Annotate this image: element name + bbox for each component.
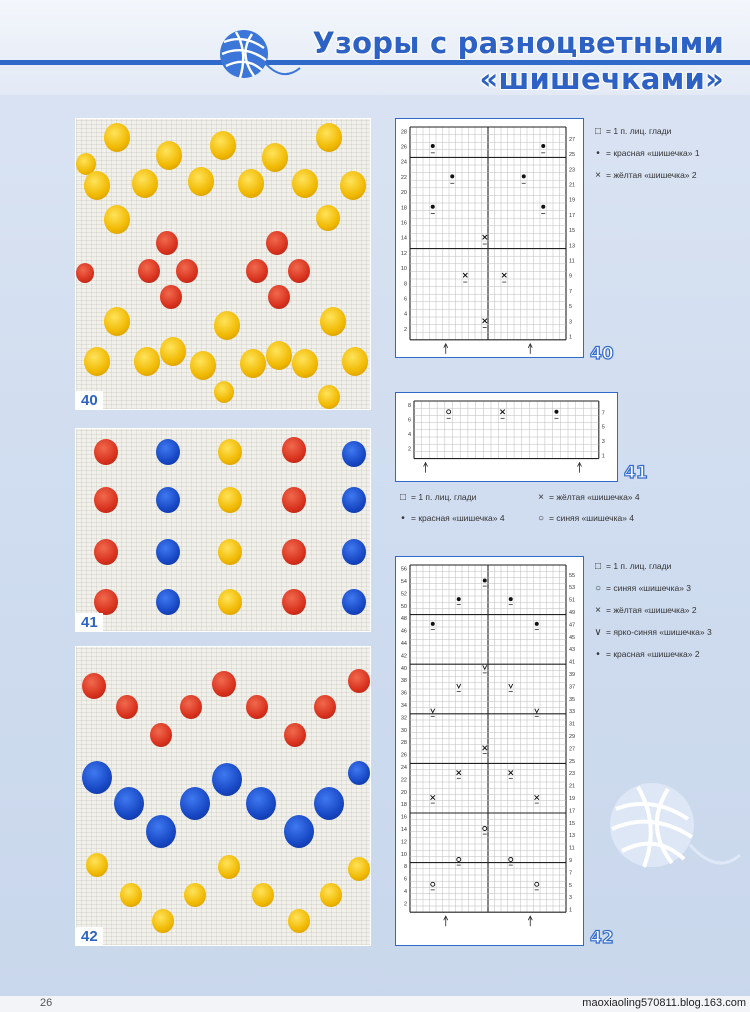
legend-item: × = жёлтая «шишечка» 4 [538,491,640,503]
row-number-left: 12 [400,250,407,257]
chart-stitch-symbol [483,746,487,750]
chart-stitch-symbol [457,858,461,862]
bobble-stitch [152,909,174,933]
chart-stitch-symbol [431,795,435,799]
bobble-stitch [252,883,274,907]
chart-label-40: 40 [590,344,614,364]
row-number-left: 54 [400,579,407,585]
row-number-left: 24 [400,159,407,166]
chart-stitch-symbol [457,684,461,688]
bobble-stitch [188,167,214,196]
chart-stitch-symbol [483,827,487,831]
legend-item: ○ = синяя «шишечка» 4 [537,512,635,524]
chart-stitch-symbol [431,882,435,886]
bobble-stitch [246,259,268,283]
bobble-stitch [266,231,288,255]
row-number-right: 7 [601,410,605,417]
bobble-stitch [288,259,310,283]
bobble-stitch [104,123,130,152]
row-number-right: 43 [569,647,576,654]
row-number-right: 7 [569,288,573,295]
row-number-right: 29 [569,734,576,740]
row-number-right: 17 [569,808,576,815]
row-number-right: 55 [569,572,576,579]
chart-stitch-symbol [535,622,539,626]
row-number-right: 47 [569,622,576,629]
row-number-left: 52 [400,591,407,598]
row-number-left: 56 [400,566,407,573]
chart-stitch-symbol [509,684,513,688]
bobble-stitch [176,259,198,283]
row-number-left: 18 [400,802,407,809]
row-number-left: 16 [400,814,407,821]
bobble-stitch [292,349,318,378]
bobble-stitch [180,787,210,820]
row-number-right: 1 [569,907,573,914]
photo-pattern-40 [75,118,371,410]
row-number-right: 3 [601,439,605,446]
row-number-left: 22 [400,777,407,784]
row-number-left: 24 [400,765,407,771]
row-number-left: 40 [400,665,407,672]
row-number-right: 17 [569,212,576,219]
legend-item: □ = 1 п. лиц. глади [594,125,672,137]
bobble-stitch [104,205,130,234]
bobble-stitch [348,669,370,693]
bobble-stitch [262,143,288,172]
chart-label-41: 41 [624,463,648,483]
photo-pattern-41 [75,428,371,632]
bobble-stitch [348,761,370,785]
row-number-left: 50 [400,603,407,610]
chart-stitch-symbol [457,771,461,775]
row-number-left: 8 [403,864,407,871]
legend-42 [590,555,712,665]
bobble-stitch [180,695,202,719]
bobble-stitch [146,815,176,848]
row-number-right: 5 [569,304,573,311]
chart-stitch-symbol [509,597,513,601]
bobble-stitch [320,307,346,336]
chart-stitch-symbol [431,205,435,209]
row-number-left: 34 [400,703,407,709]
bobble-stitch [316,123,342,152]
chart-stitch-symbol [463,273,467,277]
row-number-left: 28 [400,740,407,747]
legend-item: ∨ = ярко-синяя «шишечка» 3 [594,626,712,638]
row-number-left: 38 [400,678,407,685]
row-number-left: 18 [400,205,407,212]
bobble-stitch [348,857,370,881]
photo-label-41: 41 [76,613,103,631]
yarn-ball-watermark-icon [592,775,742,885]
row-number-left: 20 [400,190,407,197]
row-number-right: 3 [569,895,573,902]
bobble-stitch [156,141,182,170]
chart-stitch-symbol [541,144,545,148]
bobble-stitch [190,351,216,380]
row-number-right: 23 [569,167,576,174]
row-number-right: 51 [569,597,576,604]
chart-stitch-symbol [457,597,461,601]
row-number-left: 16 [400,220,407,227]
bobble-stitch [114,787,144,820]
bobble-stitch [84,347,110,376]
row-number-right: 41 [569,659,576,666]
row-number-right: 15 [569,820,576,827]
row-number-right: 31 [569,721,576,728]
row-number-right: 1 [601,453,605,460]
row-number-right: 9 [569,858,573,864]
photo-pattern-42 [75,646,371,946]
chart-label-42: 42 [590,928,614,948]
row-number-left: 32 [400,715,407,722]
legend-item: • = красная «шишечка» 1 [596,147,700,159]
bobble-stitch [340,171,366,200]
row-number-right: 39 [569,672,576,678]
row-number-right: 11 [569,845,575,852]
page-title-line1: Узоры с разноцветными [312,26,724,60]
legend-item: • = красная «шишечка» 4 [401,512,505,524]
row-number-left: 46 [400,628,407,635]
row-number-left: 10 [400,266,407,273]
bobble-stitch [218,855,240,879]
row-number-left: 20 [400,789,407,796]
bobble-stitch [246,695,268,719]
bobble-stitch [284,815,314,848]
row-number-left: 4 [403,889,407,895]
row-number-left: 14 [400,827,407,833]
bobble-stitch [138,259,160,283]
row-number-right: 7 [569,870,573,877]
legend-item: × = жёлтая «шишечка» 2 [595,604,697,616]
bobble-stitch [240,349,266,378]
row-number-right: 13 [569,243,576,250]
row-number-left: 6 [403,296,407,303]
bobble-stitch [238,169,264,198]
row-number-left: 4 [403,311,407,318]
chart-stitch-symbol [535,882,539,886]
bobble-stitch [284,723,306,747]
page-number: 26 [40,997,53,1009]
yarn-ball-icon [208,24,303,86]
chart-stitch-symbol [509,858,513,862]
row-number-right: 3 [569,319,573,326]
row-number-right: 35 [569,696,576,703]
row-number-right: 11 [569,258,575,265]
bobble-stitch [288,909,310,933]
bobble-stitch [150,723,172,747]
row-number-left: 48 [400,616,407,623]
row-number-right: 15 [569,228,576,235]
chart-stitch-symbol [483,665,487,669]
row-number-right: 13 [569,833,576,840]
row-number-left: 12 [400,839,407,846]
chart-stitch-symbol [483,319,487,323]
bobble-stitch [246,787,276,820]
knitting-chart-42 [395,556,584,946]
row-number-right: 27 [569,136,576,143]
bobble-stitch [82,761,112,794]
bobble-stitch [134,347,160,376]
row-number-left: 2 [403,326,407,333]
row-number-right: 19 [569,796,576,802]
legend-item: □ = 1 п. лиц. глади [399,491,477,503]
watermark-text: maoxiaoling570811.blog.163.com [582,997,746,1009]
photo-label-42: 42 [76,927,103,945]
row-number-right: 1 [569,334,573,341]
row-number-left: 30 [400,727,407,734]
row-number-right: 9 [569,273,573,280]
bobble-stitch [314,787,344,820]
bobble-stitch [266,341,292,370]
bobble-stitch [214,381,234,403]
row-number-left: 28 [400,129,407,136]
bobble-stitch [132,169,158,198]
row-number-right: 23 [569,771,576,778]
chart-stitch-symbol [500,410,504,414]
chart-stitch-symbol [431,144,435,148]
row-number-left: 4 [407,431,411,438]
bobble-stitch [320,883,342,907]
chart-stitch-symbol [522,174,526,178]
chart-stitch-symbol [535,709,539,713]
bobble-stitch [104,307,130,336]
chart-stitch-symbol [483,579,487,583]
bobble-stitch [212,763,242,796]
row-number-right: 27 [569,746,576,753]
bobble-stitch [184,883,206,907]
row-number-left: 8 [407,403,411,410]
row-number-right: 5 [601,424,605,431]
row-number-left: 14 [400,235,407,242]
row-number-right: 49 [569,610,576,616]
bobble-stitch [318,385,340,409]
bobble-stitch [210,131,236,160]
bobble-stitch [292,169,318,198]
bobble-stitch [160,337,186,366]
page-title-line2: «шишечками» [479,62,724,96]
legend-item: ○ = синяя «шишечка» 3 [594,582,692,594]
chart-stitch-symbol [450,174,454,178]
row-number-right: 5 [569,882,573,889]
row-number-left: 10 [400,851,407,858]
row-number-left: 36 [400,690,407,697]
chart-stitch-symbol [541,205,545,209]
knitting-chart-40 [395,118,584,358]
chart-stitch-symbol [535,795,539,799]
legend-item: × = жёлтая «шишечка» 2 [595,169,697,181]
row-number-left: 44 [400,641,407,647]
bobble-stitch [116,695,138,719]
row-number-right: 25 [569,758,576,765]
bobble-stitch [268,285,290,309]
row-number-left: 26 [400,144,407,151]
bobble-stitch [86,853,108,877]
row-number-left: 6 [407,417,411,424]
bobble-stitch [156,231,178,255]
chart-stitch-symbol [502,273,506,277]
row-number-right: 45 [569,634,576,641]
row-number-left: 26 [400,752,407,759]
chart-stitch-symbol [447,410,451,414]
row-number-right: 33 [569,709,576,716]
row-number-left: 42 [400,653,407,660]
chart-stitch-symbol [554,410,558,414]
bobble-stitch [342,347,368,376]
legend-40 [590,120,700,186]
bobble-stitch [160,285,182,309]
row-number-left: 8 [403,281,407,288]
chart-stitch-symbol [509,771,513,775]
row-number-right: 25 [569,152,576,159]
row-number-right: 19 [569,197,576,204]
bobble-stitch [214,311,240,340]
chart-stitch-symbol [431,622,435,626]
knitting-chart-41 [395,392,618,482]
chart-stitch-symbol [431,709,435,713]
photo-label-40: 40 [76,391,103,409]
row-number-left: 22 [400,174,407,181]
bobble-stitch [76,263,94,283]
row-number-right: 53 [569,585,576,592]
row-number-left: 6 [403,876,407,883]
chart-stitch-symbol [483,235,487,239]
row-number-left: 2 [407,446,411,453]
bobble-stitch [120,883,142,907]
bobble-stitch [314,695,336,719]
row-number-right: 21 [569,182,576,189]
bobble-stitch [84,171,110,200]
row-number-right: 21 [569,783,576,790]
legend-item: • = красная «шишечка» 2 [596,648,700,660]
legend-item: □ = 1 п. лиц. глади [594,560,672,572]
row-number-right: 37 [569,684,576,691]
row-number-left: 2 [403,901,407,908]
